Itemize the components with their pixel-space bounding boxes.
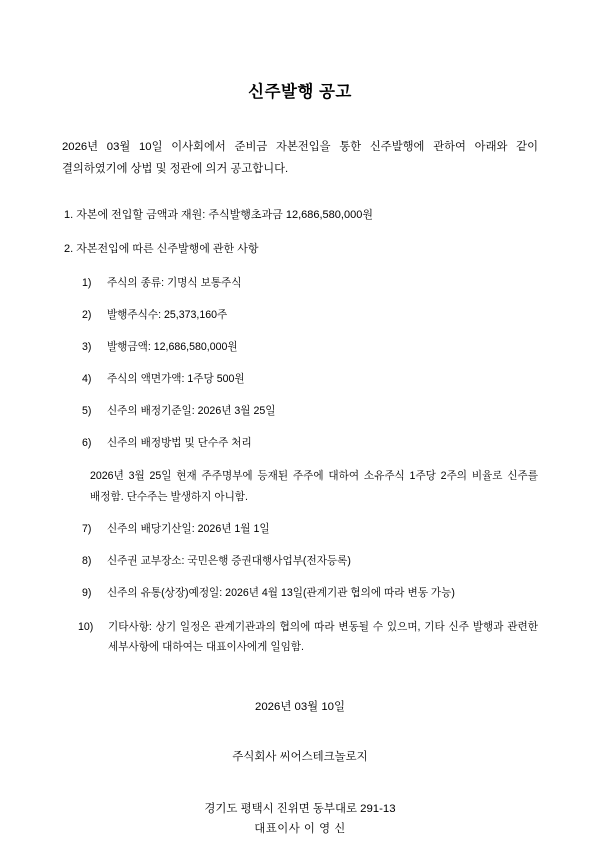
company-address: 경기도 평택시 진위면 동부대로 291-13 <box>204 802 396 815</box>
item-number: 1) <box>82 276 92 289</box>
item-number: 3) <box>82 340 92 353</box>
page-title: 신주발행 공고 <box>248 83 352 101</box>
item-text: 신주의 배당기산일: 2026년 1월 1일 <box>106 523 270 536</box>
item-text: 주식의 종류: 기명식 보통주식 <box>106 276 242 289</box>
item-number: 9) <box>82 587 92 600</box>
list-item <box>62 584 538 603</box>
list-item <box>62 552 538 571</box>
item-text: 자본에 전입할 금액과 재원: 주식발행초과금 12,686,580,000원 <box>76 209 373 222</box>
list-item <box>62 274 538 293</box>
item-number: 4) <box>82 372 92 385</box>
item-text: 신주권 교부장소: 국민은행 증권대행사업부(전자등록) <box>106 555 351 568</box>
item-text: 발행주식수: 25,373,160주 <box>106 308 228 321</box>
item-number: 5) <box>82 404 92 417</box>
item-text: 신주의 배정기준일: 2026년 3월 25일 <box>106 404 276 417</box>
item-number: 10) <box>78 620 94 633</box>
list-item <box>62 617 538 658</box>
representative-name: 대표이사 이 영 신 <box>254 823 346 836</box>
item-text: 신주의 유통(상장)예정일: 2026년 4월 13일(관계기관 협의에 따라 변동 가능) <box>106 587 455 600</box>
item-number: 7) <box>82 523 92 536</box>
item-text: 주식의 액면가액: 1주당 500원 <box>106 372 245 385</box>
list-item <box>62 370 538 389</box>
list-item <box>62 520 538 539</box>
list-item <box>62 306 538 325</box>
item-number: 6) <box>82 436 92 449</box>
item-number: 2. <box>64 242 74 255</box>
list-item <box>62 338 538 357</box>
item-text: 자본전입에 따른 신주발행에 관한 사항 <box>76 242 259 255</box>
list-item <box>62 434 538 453</box>
company-name: 주식회사 씨어스테크놀로지 <box>232 750 368 763</box>
list-item <box>62 402 538 421</box>
intro-paragraph: 2026년 03월 10일 이사회에서 준비금 자본전입을 통한 신주발행에 관하여 아래와 같이 결의하였기에 상법 및 정관에 의거 공고합니다. <box>62 141 538 176</box>
item-number: 2) <box>82 308 92 321</box>
item-text: 발행금액: 12,686,580,000원 <box>106 340 238 353</box>
item-text: 기타사항: 상기 일정은 관계기관과의 협의에 따라 변동될 수 있으며, 기타 신주 발행과 관련한 세부사항에 대하여는 대표이사에게 일임함. <box>108 620 538 654</box>
signature-date: 2026년 03월 10일 <box>254 700 346 713</box>
item-text: 신주의 배정방법 및 단수주 처리 <box>106 436 252 449</box>
item-note: 2026년 3월 25일 현재 주주명부에 등재된 주주에 대하여 소유주식 1주당 2주의 비율로 신주를 배정함. 단수주는 발생하지 아니함. <box>90 470 538 503</box>
list-item <box>62 240 538 260</box>
item-number: 1. <box>64 209 74 222</box>
item-number: 8) <box>82 555 92 568</box>
list-item <box>62 206 538 226</box>
